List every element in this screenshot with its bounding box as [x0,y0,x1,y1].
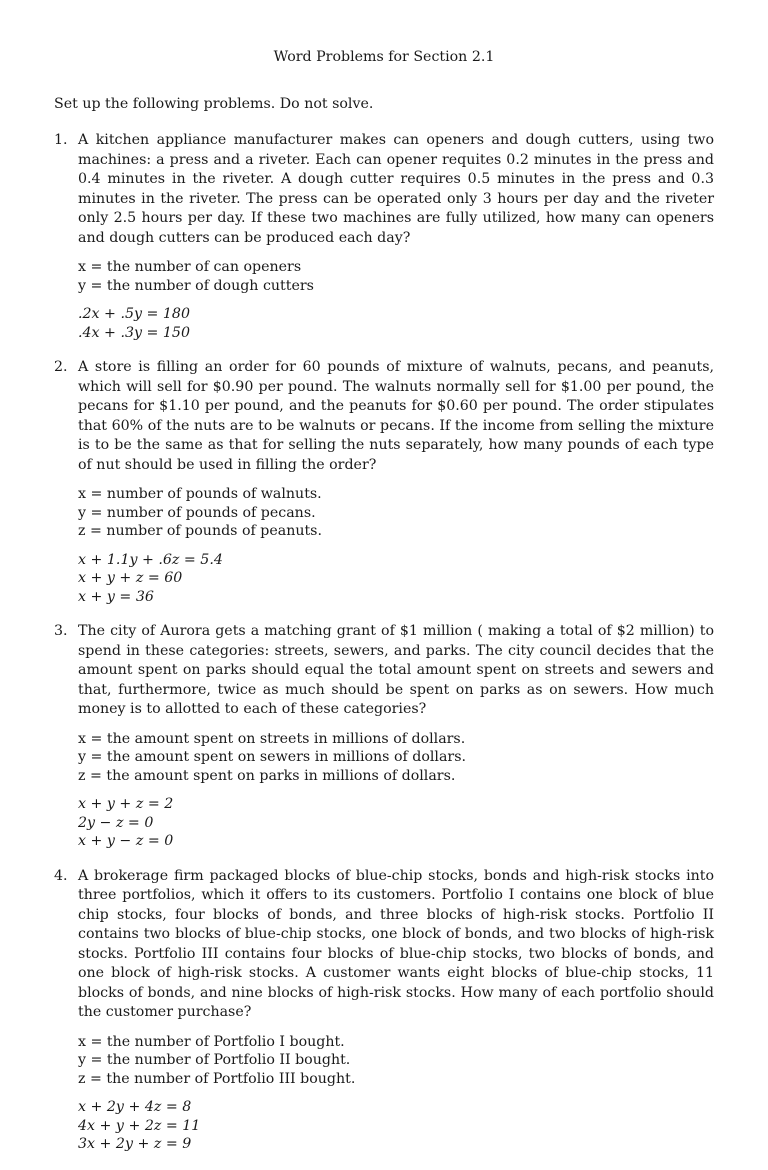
problem-number: 2. [54,359,68,375]
problem-list [54,131,714,1170]
equation: x + 2y + 4z = 8 [78,1099,192,1115]
problem-statement: A brokerage firm packaged blocks of blue-chip stocks, bonds and high-risk stocks into three portfolios, which it offers to its customers. Portfolio I contains one block of blue chip stocks, four blocks of bonds, and three blocks of high-risk stocks. Portfolio II contains two blocks of blue-chip stocks, one block of bonds, and two blocks of high-risk stocks. Portfolio III contains four blocks of blue-chip stocks, two blocks of bonds, and one block of high-risk stocks. A customer wants eight blocks of blue-chip stocks, 11 blocks of bonds, and nine blocks of high-risk stocks. How many of each portfolio should the customer purchase? [78,867,714,1020]
equation-system [78,551,714,607]
problem-statement: A kitchen appliance manufacturer makes can openers and dough cutters, using two machines: a press and a riveter. Each can opener requites 0.2 minutes in the press and 0.4 minutes in the riveter. A dough cutter requires 0.5 minutes in the press and 0.3 minutes in the riveter. The press can be operated only 3 hours per day and the riveter only 2.5 hours per day. If these two machines are fully utilized, how many can openers and dough cutters can be produced each day? [78,132,714,246]
equation: x + 1.1y + .6z = 5.4 [78,551,223,568]
equation-system [78,795,714,851]
equation-system [78,305,714,342]
variable-definition: z = the amount spent on parks in millions of dollars. [78,767,456,784]
equation: x + y = 36 [78,588,154,605]
variable-definition: x = the amount spent on streets in millions of dollars. [78,730,466,747]
variable-definition: z = the number of Portfolio III bought. [78,1070,356,1087]
problem-statement: The city of Aurora gets a matching grant of $1 million ( making a total of $2 million) to spend in these categories: streets, sewers, and parks. The city council decides that the amount spent on parks should equal the total amount spent on streets and sewers and that, furthermore, twice as much should be spent on parks as on sewers. How much money is to allotted to each of these categories? [78,623,714,717]
variable-definition: x = the number of Portfolio I bought. [78,1033,345,1050]
equation: 2y − z = 0 [78,814,154,831]
equation: 3x + 2y + z = 9 [78,1136,192,1152]
problem-number: 4. [54,867,68,884]
problem-item [54,867,714,1154]
variable-definition: z = number of pounds of peanuts. [78,523,322,539]
problem-item [54,131,714,342]
variable-definition: x = the number of can openers [78,259,302,275]
equation: 4x + y + 2z = 11 [78,1117,201,1134]
equation: .2x + .5y = 180 [78,306,190,322]
variable-definitions [78,258,714,295]
variable-definition: y = the number of dough cutters [78,277,314,294]
variable-definition: y = the amount spent on sewers in millions of dollars. [78,749,466,765]
variable-definition: x = number of pounds of walnuts. [78,486,322,502]
instructions: Set up the following problems. Do not solve. [54,96,374,112]
problem-item [54,622,714,851]
variable-definitions [78,1033,714,1089]
variable-definition: y = number of pounds of pecans. [78,504,316,521]
variable-definitions [78,730,714,786]
equation: x + y + z = 2 [78,796,174,812]
problem-number: 3. [54,623,68,639]
equation: x + y − z = 0 [78,833,174,849]
problem-number: 1. [54,132,68,148]
problem-statement: A store is filling an order for 60 pounds of mixture of walnuts, pecans, and peanuts, which will sell for $0.90 per pound. The walnuts normally sell for $1.00 per pound, the pecans for $1.10 per pound, and the peanuts for $0.60 per pound. The order stipulates that 60% of the nuts are to be walnuts or pecans. If the income from selling the mixture is to be the same as that for selling the nuts separately, how many pounds of each type of nut should be used in filling the order? [78,359,714,473]
equation: .4x + .3y = 150 [78,324,190,341]
variable-definitions [78,485,714,541]
equation: x + y + z = 60 [78,570,183,586]
page-title: Word Problems for Section 2.1 [273,49,495,65]
problem-item [54,358,714,606]
variable-definition: y = the number of Portfolio II bought. [78,1052,351,1068]
equation-system [78,1098,714,1154]
